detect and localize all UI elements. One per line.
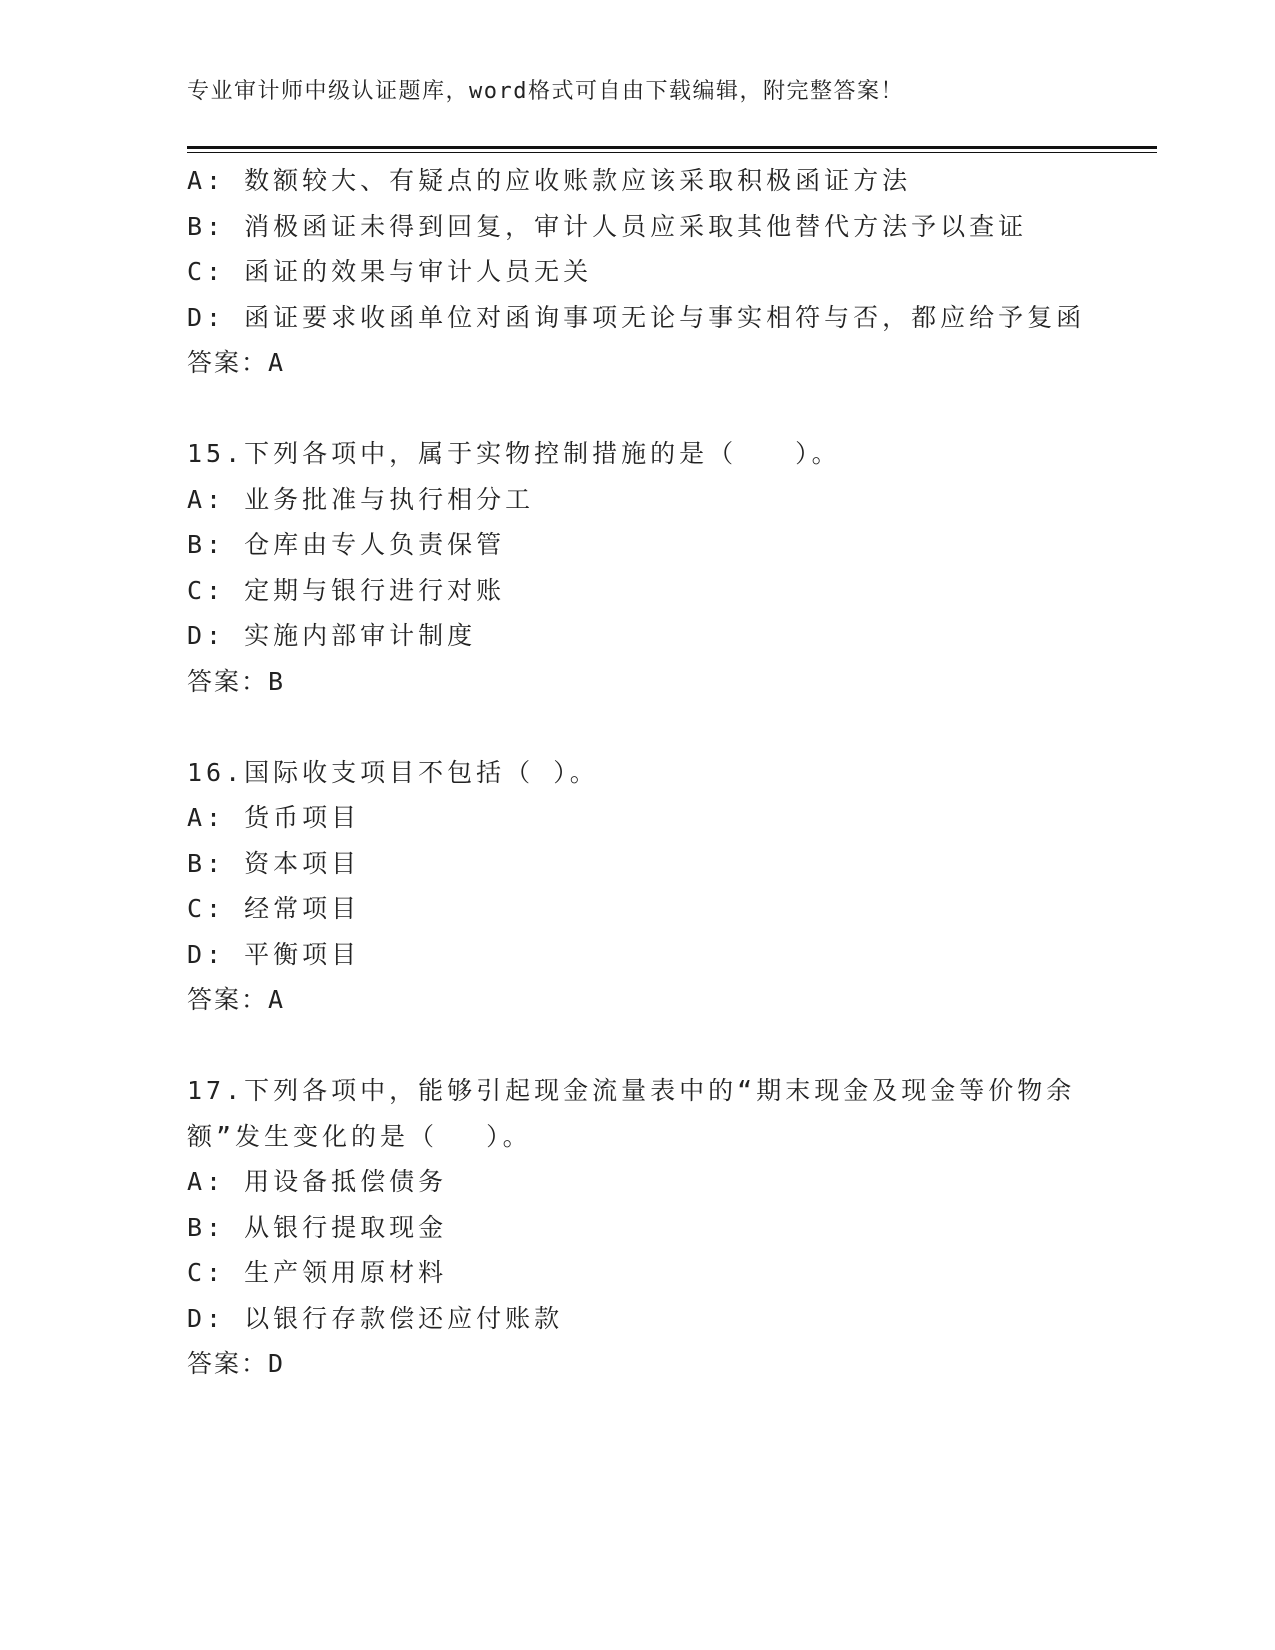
header-rule-thick	[187, 146, 1157, 149]
question-14	[187, 158, 1157, 386]
option-b: B: 仓库由专人负责保管	[187, 530, 506, 559]
option-d: D: 以银行存款偿还应付账款	[187, 1303, 564, 1333]
option-c: C: 定期与银行进行对账	[187, 575, 506, 605]
option-a: A: 数额较大、有疑点的应收账款应该采取积极函证方法	[187, 166, 912, 195]
answer: 答案：A	[187, 985, 286, 1014]
answer: 答案：D	[187, 1349, 286, 1378]
question-16	[187, 750, 1157, 1023]
question-15	[187, 431, 1157, 704]
option-d: D: 平衡项目	[187, 939, 361, 969]
option-c: C: 经常项目	[187, 894, 361, 923]
spacer	[187, 386, 1157, 432]
option-c: C: 函证的效果与审计人员无关	[187, 257, 593, 286]
header-rule-thin	[187, 152, 1157, 153]
question-content	[187, 158, 1157, 1387]
page-header: 专业审计师中级认证题库，word格式可自由下载编辑，附完整答案！	[187, 79, 904, 104]
answer: 答案：B	[187, 666, 286, 696]
question-stem: 16.国际收支项目不包括（ ）。	[187, 757, 599, 787]
option-c: C: 生产领用原材料	[187, 1258, 448, 1287]
spacer	[187, 1023, 1157, 1069]
question-17	[187, 1068, 1157, 1387]
question-stem-line-2: 额”发生变化的是（ ）。	[187, 1121, 532, 1151]
option-b: B: 资本项目	[187, 848, 361, 878]
option-d: D: 函证要求收函单位对函询事项无论与事实相符与否，都应给予复函	[187, 302, 1086, 332]
question-stem: 15.下列各项中，属于实物控制措施的是（ ）。	[187, 439, 841, 468]
option-a: A: 货币项目	[187, 803, 361, 832]
option-a: A: 用设备抵偿债务	[187, 1167, 448, 1196]
option-d: D: 实施内部审计制度	[187, 621, 477, 650]
answer: 答案：A	[187, 348, 286, 377]
option-b: B: 从银行提取现金	[187, 1212, 448, 1242]
spacer	[187, 704, 1157, 750]
option-b: B: 消极函证未得到回复，审计人员应采取其他替代方法予以查证	[187, 211, 1028, 241]
option-a: A: 业务批准与执行相分工	[187, 484, 535, 514]
question-stem-line-1: 17.下列各项中，能够引起现金流量表中的“期末现金及现金等价物余	[187, 1076, 1076, 1105]
